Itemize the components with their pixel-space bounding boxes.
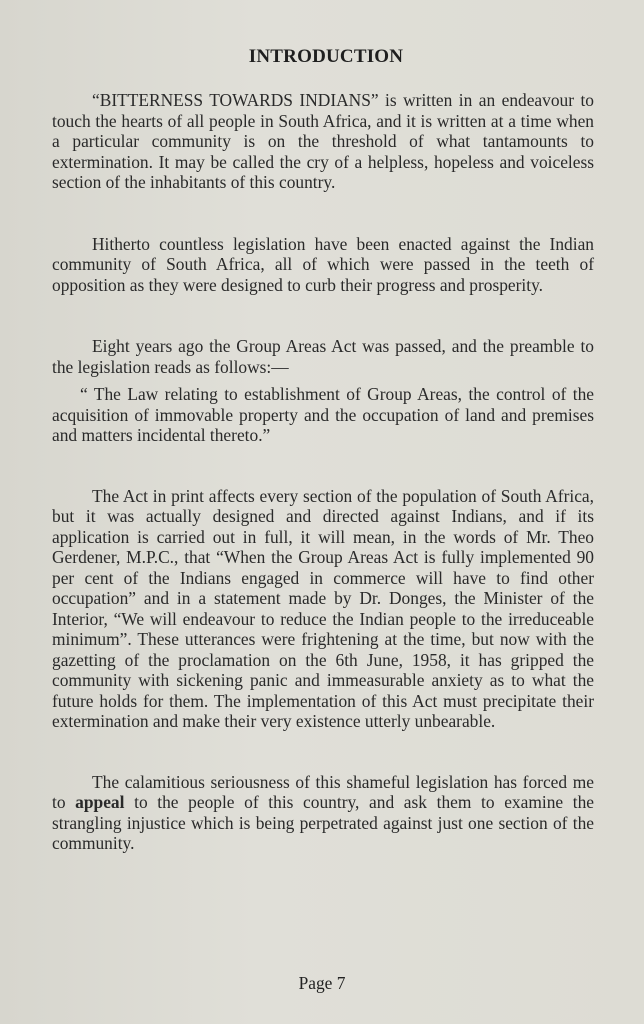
page-content (52, 38, 594, 854)
paragraph-2: Hitherto countless legislation have been enacted against the Indian community of South Africa, all of which were passed in the teeth of opposition as they were designed to curb their progress and prosperity. (52, 233, 594, 295)
paragraph-5-text-end: to the people of this country, and ask them to examine the strangling injustice which is being perpetrated against just one section of the community. (52, 792, 594, 853)
paragraph-3: Eight years ago the Group Areas Act was passed, and the preamble to the legislation reads as follows:— (52, 336, 594, 377)
appeal-emphasis: appeal (75, 792, 125, 812)
preamble-quote: “ The Law relating to establishment of Group Areas, the control of the acquisition of immovable property and the occupation of land and premises and matters incidental thereto.” (52, 384, 594, 445)
page-title: INTRODUCTION (248, 46, 404, 67)
page-number: Page 7 (298, 973, 346, 993)
paragraph-5-text-start: The calamitious seriousness of this shameful legislation has forced me to (52, 771, 594, 812)
paragraph-4: The Act in print affects every section of the population of South Africa, but it was actually designed and directed against Indians, and if its application is carried out in full, it will mean, in the words of Mr. Theo Gerdener, M.P.C., that “When the Group Areas Act is fully implemented 90 per cent of the Indians engaged in commerce will have to find other occupation” and in a statement made by Dr. Donges, the Minister of the Interior, “We will endeavour to reduce the Indian people to the irreduceable minimum”. These utterances were frightening at the time, but now with the gazetting of the proclamation on the 6th June, 1958, it has gripped the community with sickening panic and immeasurable anxiety as to what the future holds for them. The implementation of this Act must precipitate their extermination and make their very existence utterly unbearable. (52, 485, 594, 731)
paragraph-5 (52, 772, 594, 854)
paragraph-1: “BITTERNESS TOWARDS INDIANS” is written in an endeavour to touch the hearts of all people in South Africa, and it is written at a time when a particular community is on the threshold of what tantamounts to extermination. It may be called the cry of a helpless, hopeless and voiceless section of the inhabitants of this country. (52, 90, 594, 192)
